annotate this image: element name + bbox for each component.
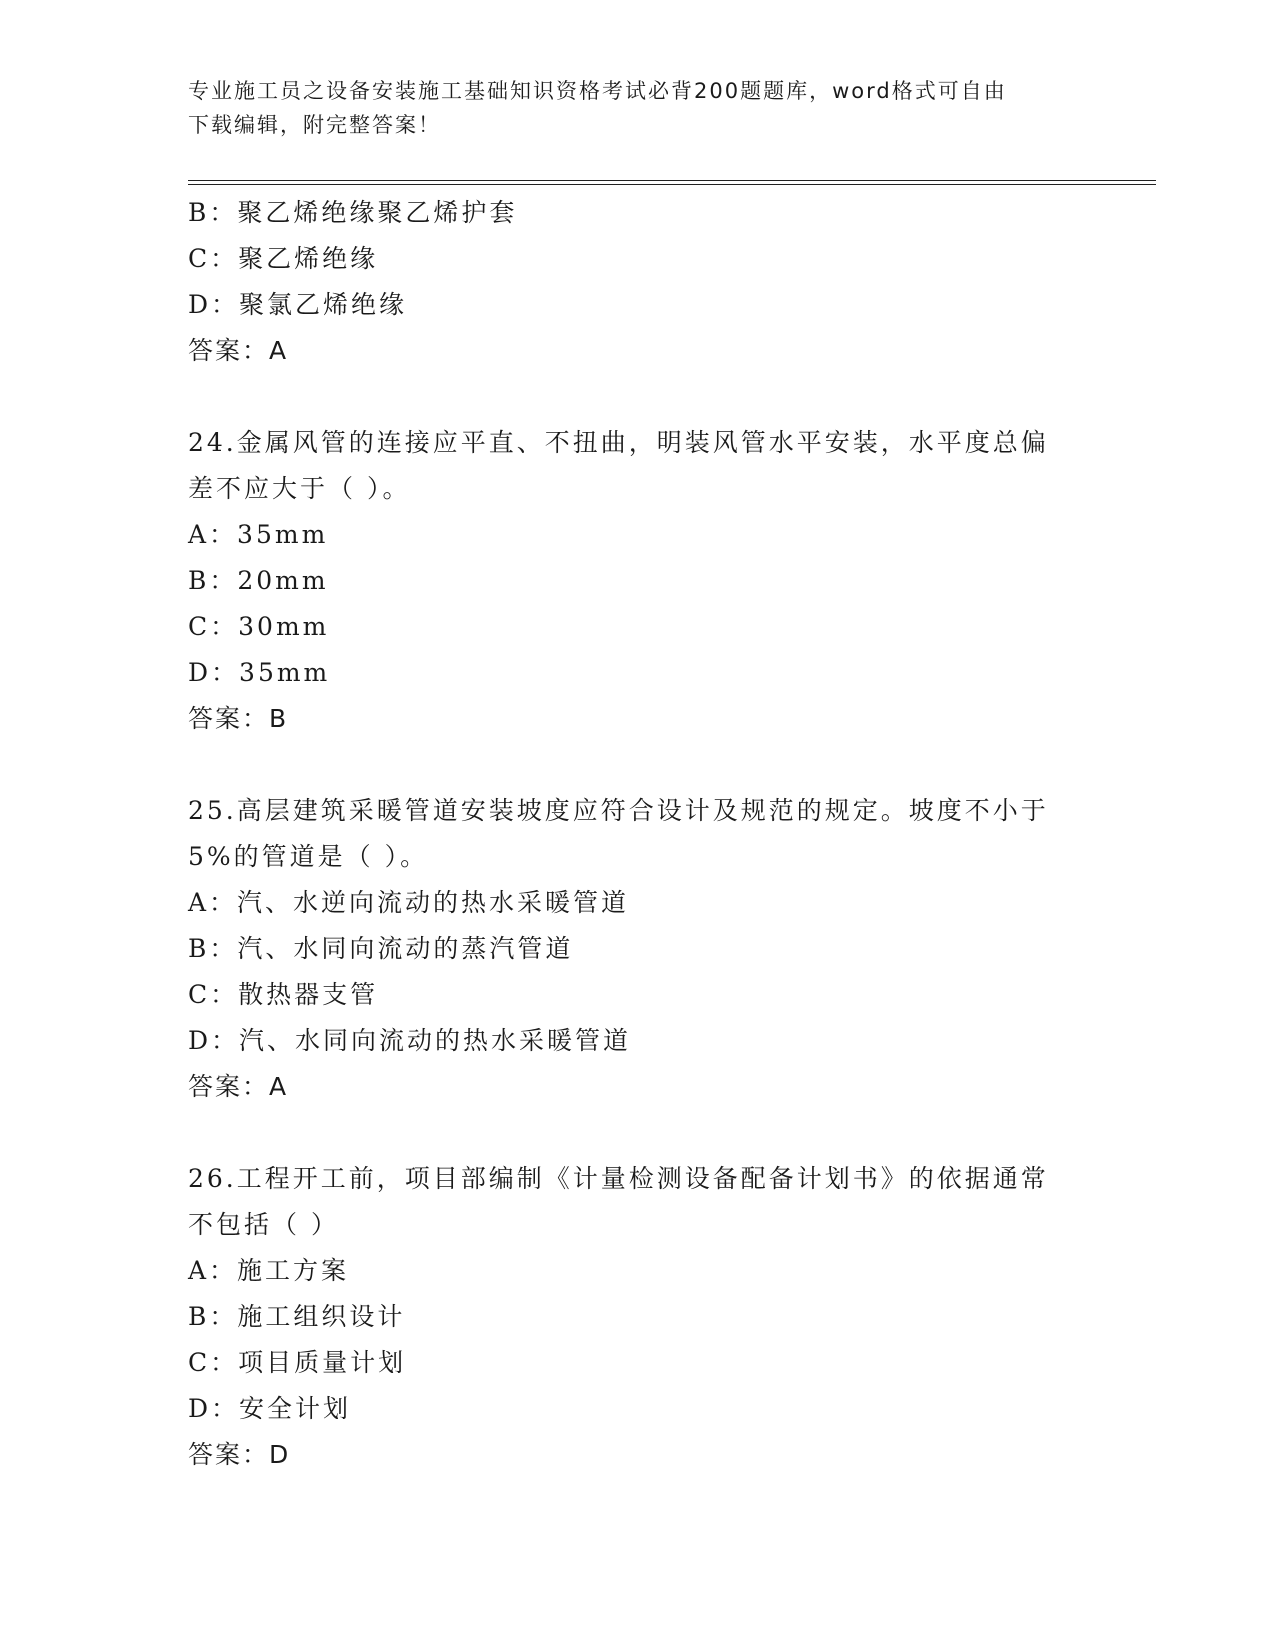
option-a: A：施工方案 [188,1256,350,1285]
option-d: D：聚氯乙烯绝缘 [188,290,408,319]
option-c: C：散热器支管 [188,980,379,1009]
option-b: B：汽、水同向流动的蒸汽管道 [188,934,574,963]
option-c: C：30mm [188,612,330,641]
question-list [188,190,1088,1478]
question-stem-line: 差不应大于（ ）。 [188,474,411,503]
question-23-continued [188,190,1088,374]
option-b: B：施工组织设计 [188,1302,406,1331]
option-a: A：35mm [188,520,329,549]
header-divider-bottom [188,184,1156,185]
question-stem-line: 5%的管道是（ ）。 [188,842,429,871]
option-b: B：聚乙烯绝缘聚乙烯护套 [188,198,518,227]
answer-line: 答案：A [188,1072,289,1101]
question-stem-line: 26.工程开工前，项目部编制《计量检测设备配备计划书》的依据通常 [188,1164,1049,1193]
document-header [188,74,1088,142]
header-title-line-1: 专业施工员之设备安装施工基础知识资格考试必背200题题库，word格式可自由 [188,79,1007,103]
header-title-line-2: 下载编辑，附完整答案！ [188,113,441,137]
answer-line: 答案：D [188,1440,291,1469]
question-stem-line: 24.金属风管的连接应平直、不扭曲，明装风管水平安装，水平度总偏 [188,428,1049,457]
question-stem [188,420,1088,512]
question-25 [188,788,1088,1110]
option-c: C：项目质量计划 [188,1348,407,1377]
option-d: D：汽、水同向流动的热水采暖管道 [188,1026,632,1055]
answer-line: 答案：B [188,704,289,733]
question-24 [188,420,1088,742]
question-stem-line: 25.高层建筑采暖管道安装坡度应符合设计及规范的规定。坡度不小于 [188,796,1049,825]
question-stem [188,1156,1088,1248]
question-26 [188,1156,1088,1478]
option-a: A：汽、水逆向流动的热水采暖管道 [188,888,630,917]
header-divider-top [188,180,1156,181]
option-d: D：安全计划 [188,1394,352,1423]
answer-line: 答案：A [188,336,289,365]
option-d: D：35mm [188,658,331,687]
question-stem [188,788,1088,880]
option-b: B：20mm [188,566,329,595]
question-stem-line: 不包括（ ） [188,1210,339,1239]
option-c: C：聚乙烯绝缘 [188,244,379,273]
